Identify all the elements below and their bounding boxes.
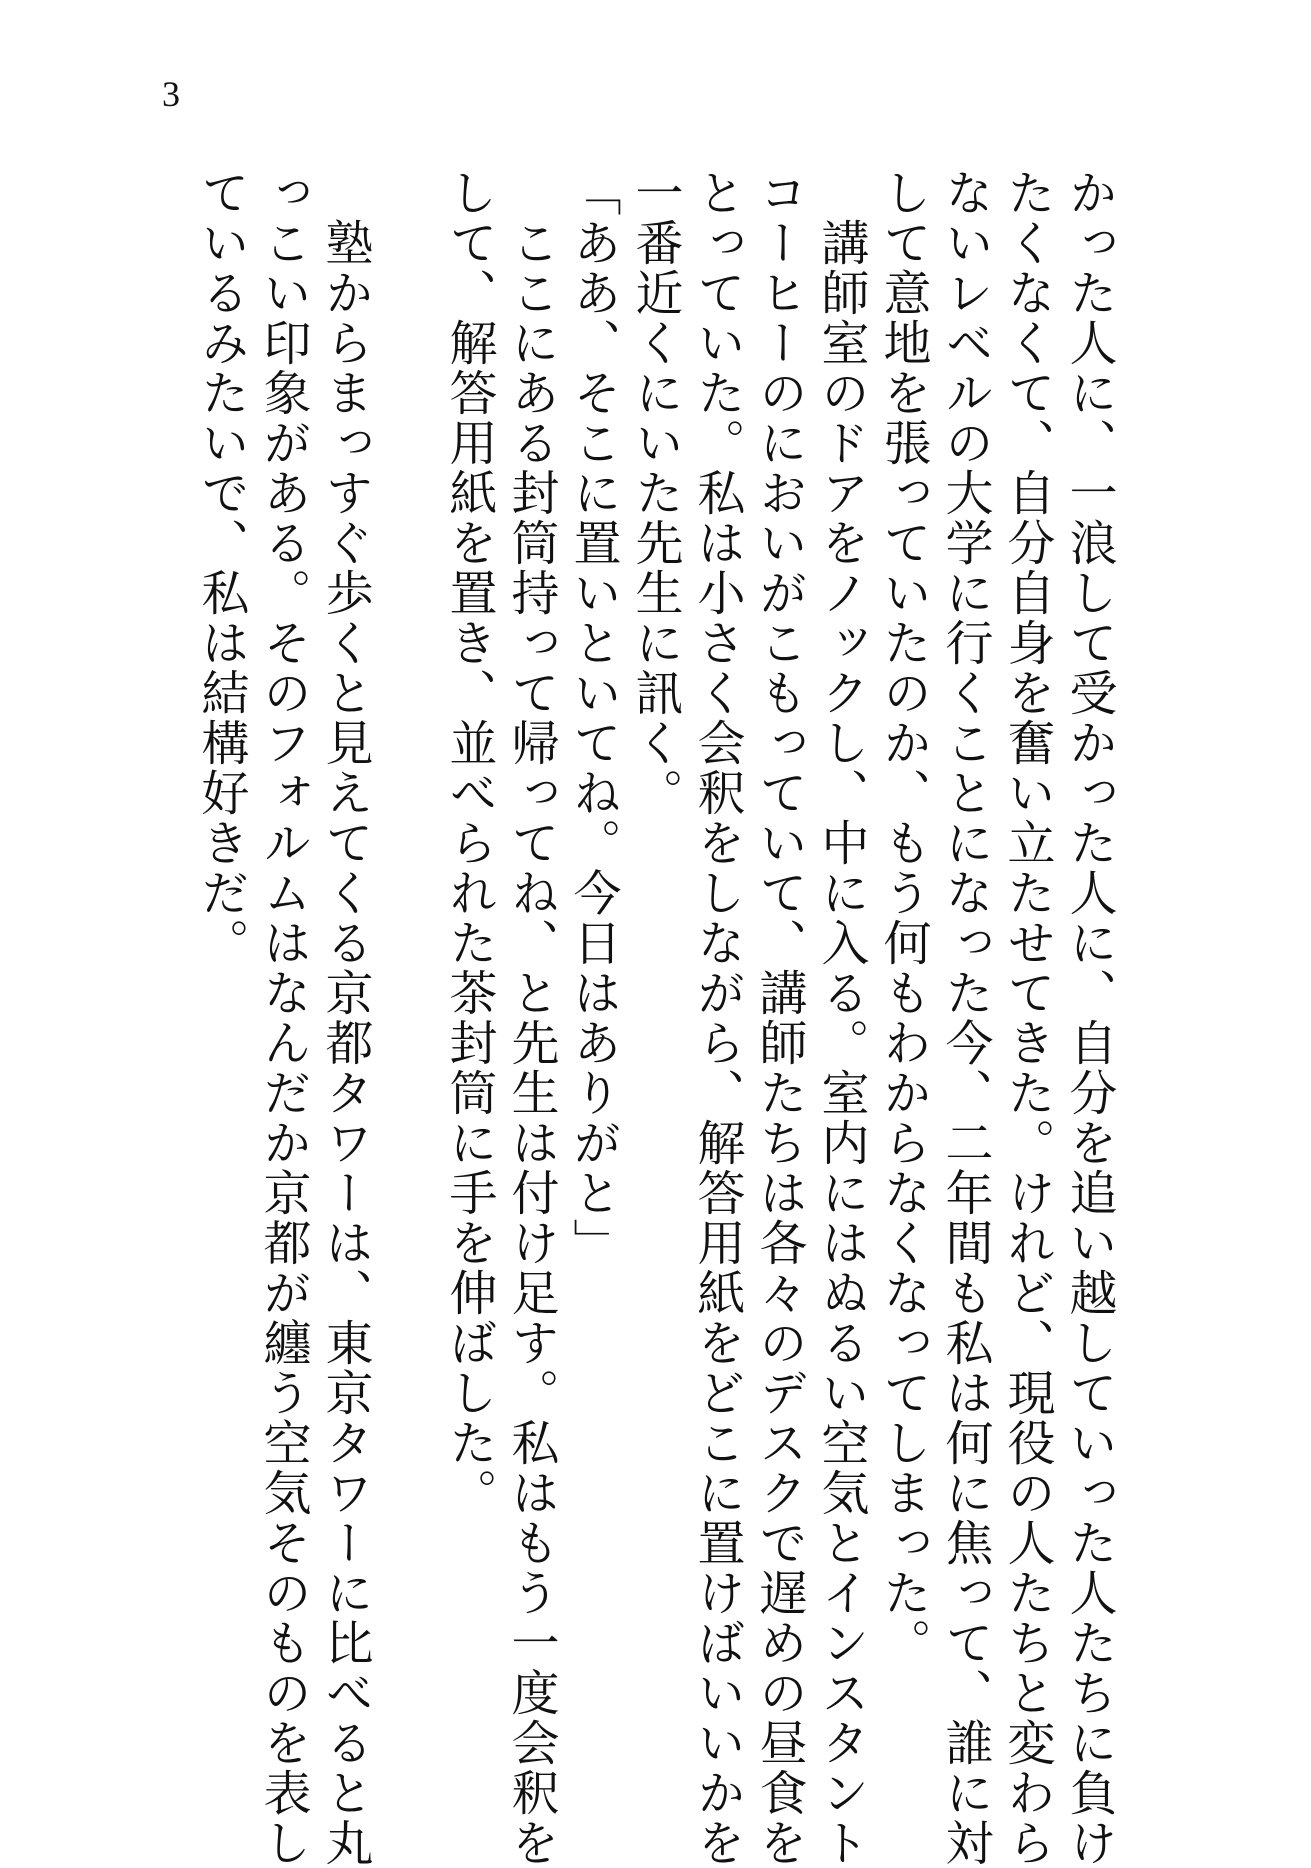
text-column-1: かった人に、一浪して受かった人に、自分を追い越していった人たちに負け <box>1061 168 1117 1868</box>
text-column-10: ここにある封筒持って帰ってね、と先生は付け足す。私はもう一度会釈を <box>503 168 559 1868</box>
text-column-3: ないレベルの大学に行くことになった今、二年間も私は何に焦って、誰に対 <box>937 168 993 1868</box>
text-column-15: ているみたいで、私は結構好きだ。 <box>193 168 249 968</box>
text-column-14: っこい印象がある。そのフォルムはなんだか京都が纏う空気そのものを表し <box>255 168 311 1868</box>
text-column-5: 講師室のドアをノックし、中に入る。室内にはぬるい空気とインスタント <box>813 168 869 1868</box>
text-column-8: 一番近くにいた先生に訊く。 <box>627 168 683 818</box>
page-number: 3 <box>162 74 180 114</box>
text-column-11: して、解答用紙を置き、並べられた茶封筒に手を伸ばした。 <box>441 168 497 1518</box>
text-column-13: 塾からまっすぐ歩くと見えてくる京都タワーは、東京タワーに比べると丸 <box>317 168 373 1868</box>
vertical-text-body <box>193 168 1120 1868</box>
text-column-2: たくなくて、自分自身を奮い立たせてきた。けれど、現役の人たちと変わら <box>999 168 1055 1868</box>
text-column-9: 「ああ、そこに置いといてね。今日はありがと」 <box>565 168 621 1268</box>
paragraph-gap <box>376 168 438 1728</box>
text-column-7: とっていた。私は小さく会釈をしながら、解答用紙をどこに置けばいいかを <box>689 168 745 1868</box>
text-column-4: して意地を張っていたのか、もう何もわからなくなってしまった。 <box>875 168 931 1668</box>
text-column-6: コーヒーのにおいがこもっていて、講師たちは各々のデスクで遅めの昼食を <box>751 168 807 1868</box>
